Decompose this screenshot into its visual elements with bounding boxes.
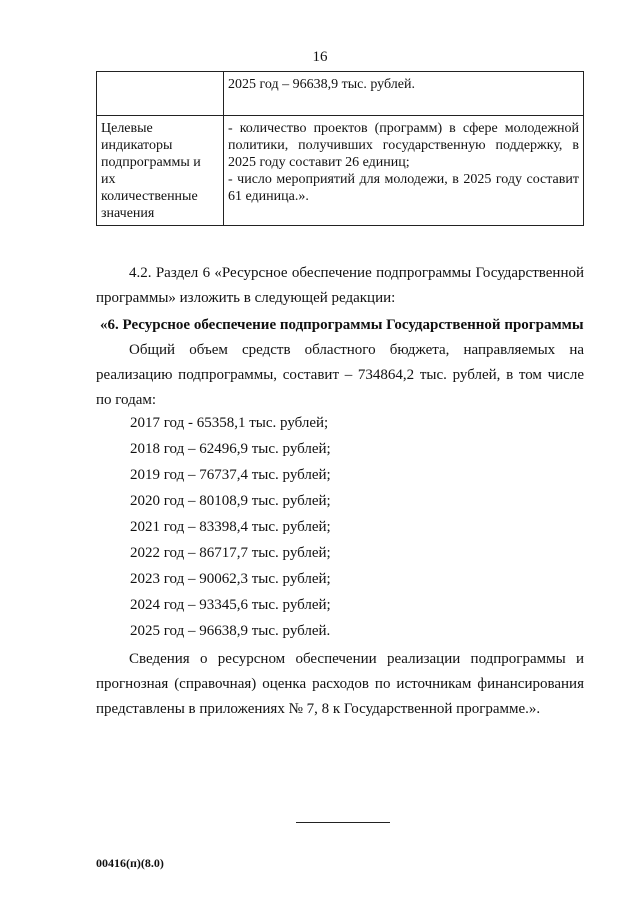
list-item: 2017 год - 65358,1 тыс. рублей; <box>130 415 329 431</box>
table-cell-indicators-label <box>97 116 224 226</box>
section-4-2-paragraph: 4.2. Раздел 6 «Ресурсное обеспечение подпрограммы Государственной программы» изложить в следующей редакции: <box>96 265 584 306</box>
funding-intro-paragraph: Общий объем средств областного бюджета, направляемых на реализацию подпрограммы, составит – 734864,2 тыс. рублей, в том числе по годам: <box>96 342 584 408</box>
list-item: 2023 год – 90062,3 тыс. рублей; <box>130 571 331 587</box>
list-item: 2022 год – 86717,7 тыс. рублей; <box>130 545 331 561</box>
document-code: 00416(п)(8.0) <box>96 856 164 870</box>
indicators-label-line: Целевые <box>101 121 153 136</box>
indicators-label-line: количественные <box>101 189 198 204</box>
table-cell-funding-2025: 2025 год – 96638,9 тыс. рублей. <box>224 72 584 116</box>
table-cell-empty <box>97 72 224 116</box>
list-item: 2025 год – 96638,9 тыс. рублей. <box>130 623 331 639</box>
closing-paragraph: Сведения о ресурсном обеспечении реализации подпрограммы и прогнозная (справочная) оценка расходов по источникам финансирования представлены в приложениях № 7, 8 к Государственной программе.». <box>96 651 584 717</box>
list-item: 2024 год – 93345,6 тыс. рублей; <box>130 597 331 613</box>
yearly-funding-list <box>130 410 331 644</box>
indicators-label-line: значения <box>101 206 155 221</box>
subprogram-passport-table <box>96 71 584 226</box>
indicator-projects: - количество проектов (программ) в сфере молодежной политики, получивших государственную поддержку, в 2025 году составит 26 единиц; <box>228 121 579 170</box>
page-number: 16 <box>312 49 328 65</box>
list-item: 2019 год – 76737,4 тыс. рублей; <box>130 467 331 483</box>
indicators-label-line: подпрограммы и <box>101 155 201 170</box>
list-item: 2018 год – 62496,9 тыс. рублей; <box>130 441 331 457</box>
indicators-label-line: их <box>101 172 116 187</box>
list-item: 2020 год – 80108,9 тыс. рублей; <box>130 493 331 509</box>
section-6-heading: «6. Ресурсное обеспечение подпрограммы Государственной программы <box>100 317 584 333</box>
indicators-label-line: индикаторы <box>101 138 173 153</box>
table-row <box>97 72 584 116</box>
indicator-events: - число мероприятий для молодежи, в 2025 году составит 61 единица.». <box>228 172 579 204</box>
list-item: 2021 год – 83398,4 тыс. рублей; <box>130 519 331 535</box>
table-row <box>97 116 584 226</box>
divider-line <box>296 822 390 823</box>
table-cell-indicators-values <box>224 116 584 226</box>
